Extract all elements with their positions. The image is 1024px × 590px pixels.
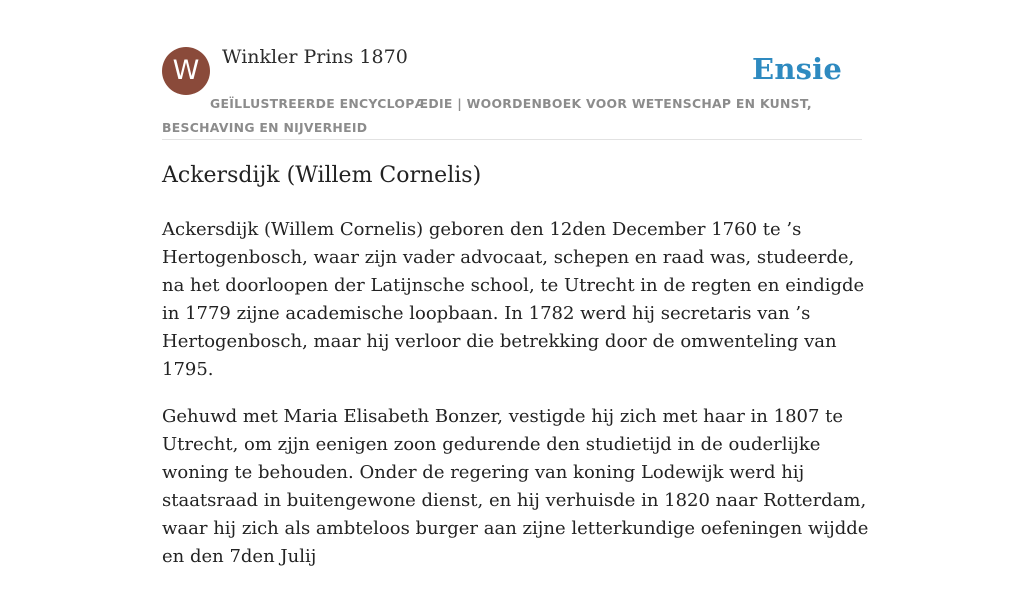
article-title: Ackersdijk (Willem Cornelis) <box>162 163 482 188</box>
source-avatar[interactable]: W <box>162 47 210 95</box>
article-body <box>162 216 872 590</box>
ensie-logo-link[interactable]: Ensie <box>752 52 842 86</box>
source-header <box>162 46 862 140</box>
source-title-link[interactable]: Winkler Prins 1870 <box>222 46 408 68</box>
article-paragraph-2: Gehuwd met Maria Elisabeth Bonzer, vestigde hij zich met haar in 1807 te Utrecht, om zjjn eenigen zoon gedurende den studietijd in de ouderlijke woning te behouden. Onder de regering van koning Lodewijk werd hij staatsraad in buitengewone dienst, en hij verhuisde in 1820 naar Rotterdam, waar hij zich als ambteloos burger aan zijne letterkundige oefeningen wijdde en den 7den Julij <box>162 406 869 567</box>
article-paragraph-1: Ackersdijk (Willem Cornelis) geboren den 12den December 1760 te ’s Hertogenbosch, waar zijn vader advocaat, schepen en raad was, studeerde, na het doorloopen der Latijnsche school, te Utrecht in de regten en eindigde in 1779 zijne academische loopbaan. In 1782 werd hij secretaris van ’s Hertogenbosch, maar hij verloor die betrekking door de omwenteling van 1795. <box>162 219 865 380</box>
source-subtitle: GEÏLLUSTREERDE ENCYCLOPÆDIE | WOORDENBOEK VOOR WETENSCHAP EN KUNST, BESCHAVING EN NIJVERHEID <box>162 96 812 135</box>
